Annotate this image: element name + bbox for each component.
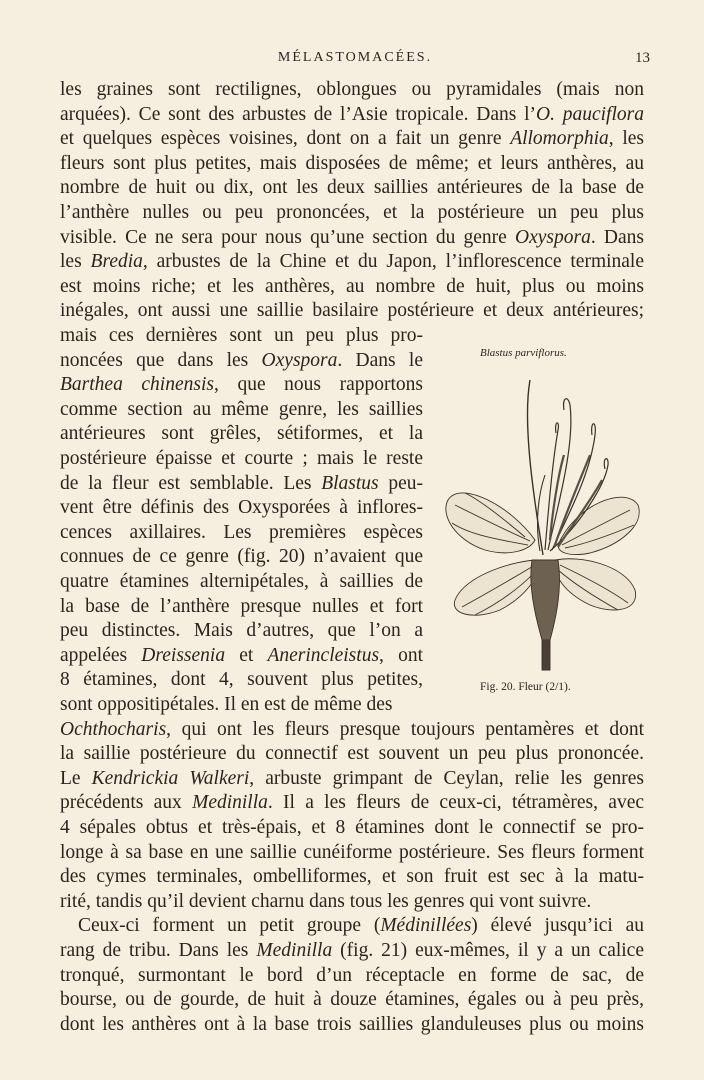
text-line — [60, 595, 423, 620]
text-run: antérieures sont grêles, sétiformes, et la — [60, 423, 423, 445]
text-run: connues de ce genre (fig. 20) n’avaient que — [60, 546, 423, 568]
text-line — [60, 398, 423, 423]
text-run: appelées — [60, 644, 142, 666]
text-run: rité, tandis qu’il devient charnu dans tous les genres qui vont suivre. — [60, 890, 592, 912]
text-run: . Il a les fleurs de ceux-ci, tétramères, avec — [267, 792, 644, 814]
page-number: 13 — [635, 50, 650, 66]
text-run: les graines sont rectilignes, oblongues ou pyramidales (mais non — [60, 79, 644, 100]
text-run: arquées). Ce sont des arbustes de l’Asie tropicale. Dans l’ — [60, 103, 537, 125]
text-line — [60, 176, 644, 201]
text-run: (fig. 21) eux-mêmes, il y a un calice — [332, 940, 644, 961]
text-run: visible. Ce ne sera pour nous qu’une section du genre — [60, 226, 516, 248]
text-run: , que nous rapportons — [213, 374, 423, 396]
text-run: , qui ont les fleurs presque toujours pentamères et dont — [166, 718, 644, 740]
text-run: ) élevé jusqu’ici au — [471, 915, 644, 937]
italic-run: Medinilla — [256, 940, 333, 961]
text-line — [60, 349, 423, 374]
text-line — [60, 201, 644, 226]
figure-title: Blastus parviflorus. — [480, 347, 567, 359]
text-run: l’anthère nulles ou peu prononcées, et la postérieure un peu plus — [60, 202, 644, 223]
text-run: bourse, ou de gourde, de huit à douze étamines, égales ou à peu près, — [60, 989, 644, 1011]
text-run: la saillie postérieure du connectif est souvent un peu plus prononcée. — [60, 743, 644, 765]
italic-run: Allomorphia — [510, 128, 609, 150]
text-run: . Dans le — [337, 349, 423, 371]
text-run: tronqué, surmontant le bord d’un réceptacle en forme de sac, de — [60, 964, 644, 986]
text-run: Ceux-ci forment un petit groupe ( — [78, 915, 381, 937]
text-run: , arbustes de la Chine et du Japon, l’inflorescence terminale — [142, 251, 644, 273]
text-run: précédents aux — [60, 792, 193, 814]
text-run: 4 sépales obtus et très-épais, et 8 étamines dont le connectif se pro- — [60, 817, 644, 838]
text-line — [60, 791, 644, 816]
text-run: quatre étamines alternipétales, à saillies de — [60, 571, 423, 592]
text-line — [60, 250, 644, 275]
italic-run: Oxyspora — [261, 349, 338, 371]
italic-run: Anerincleistus — [267, 644, 380, 666]
text-run: 8 étamines, dont 4, souvent plus petites, — [60, 669, 423, 691]
text-line — [60, 988, 644, 1013]
text-run: postérieure épaisse et courte ; mais le reste — [60, 448, 423, 469]
text-run: peu- — [378, 472, 423, 494]
text-line — [60, 373, 423, 398]
text-run: . Dans — [590, 226, 644, 248]
text-run: sont oppositipétales. Il en est de même des — [60, 694, 393, 715]
italic-run: Oxyspora — [515, 226, 591, 248]
text-run: la base de l’anthère presque nulles et fort — [60, 595, 423, 617]
text-run: fleurs sont plus petites, mais disposées de même; et leurs anthères, au — [60, 152, 644, 174]
text-run: de la fleur est semblable. Les — [60, 472, 322, 494]
running-head: MÉLASTOMACÉES. — [277, 50, 433, 65]
text-line — [60, 742, 644, 767]
text-line — [60, 299, 644, 324]
text-line — [78, 914, 644, 939]
text-line — [60, 521, 423, 546]
text-run: Le — [60, 767, 92, 789]
text-line — [60, 767, 644, 792]
page-header — [60, 50, 650, 72]
text-run: rang de tribu. Dans les — [60, 940, 257, 961]
italic-run: O. pauciflora — [536, 103, 644, 125]
text-line — [60, 275, 644, 300]
text-run: , ont — [379, 644, 423, 666]
text-line — [60, 447, 423, 472]
text-line — [60, 422, 423, 447]
text-line — [60, 324, 423, 349]
text-line — [60, 152, 644, 177]
text-line — [60, 816, 644, 841]
text-line — [60, 545, 423, 570]
text-line — [60, 1013, 644, 1038]
italic-run: Bredia — [90, 251, 143, 273]
text-line — [60, 570, 423, 595]
italic-run: Blastus — [321, 472, 379, 494]
text-line — [60, 693, 423, 718]
figure-caption: Fig. 20. Fleur (2/1). — [480, 681, 571, 693]
text-line — [60, 841, 644, 866]
italic-run: Barthea chinensis — [60, 374, 214, 396]
text-line — [60, 718, 644, 743]
flower-illustration — [440, 365, 650, 675]
text-run: noncées que dans les — [60, 349, 262, 371]
italic-run: Kendrickia Walkeri — [91, 767, 250, 789]
italic-run: Dreissenia — [141, 644, 226, 666]
text-run: est moins riche; et les anthères, au nombre de huit, plus ou moins — [60, 275, 644, 297]
text-line — [60, 619, 423, 644]
text-line — [60, 964, 644, 989]
text-run: les — [60, 251, 91, 273]
text-line — [60, 78, 644, 103]
text-line — [60, 890, 644, 915]
text-run: et quelques espèces voisines, dont on a fait un genre — [60, 128, 511, 150]
text-line — [60, 644, 423, 669]
text-line — [60, 496, 423, 521]
text-run: dont les anthères ont à la base trois saillies glanduleuses plus ou moins — [60, 1013, 644, 1035]
text-run: et — [225, 644, 268, 666]
text-line — [60, 472, 423, 497]
text-run: , les — [608, 128, 644, 150]
text-run: inégales, ont aussi une saillie basilaire postérieure et deux antérieures; — [60, 300, 644, 322]
text-run: cences axillaires. Les premières espèces — [60, 521, 423, 543]
italic-run: Ochthocharis — [60, 718, 167, 740]
text-line — [60, 103, 644, 128]
text-line — [60, 127, 644, 152]
text-run: nombre de huit ou dix, ont les deux saillies antérieures de la base de — [60, 177, 644, 199]
text-run: comme section au même genre, les saillies — [60, 398, 423, 420]
text-run: des cymes terminales, ombelliformes, et son fruit est sec à la matu- — [60, 866, 644, 888]
italic-run: Medinilla — [192, 792, 268, 814]
text-run: peu distinctes. Mais d’autres, que l’on a — [60, 620, 423, 642]
italic-run: Médinillées — [380, 915, 472, 937]
text-run: mais ces dernières sont un peu plus pro- — [60, 325, 423, 346]
text-run: longe à sa base en une saillie cunéiforme postérieure. Ses fleurs forment — [60, 841, 644, 863]
text-line — [60, 939, 644, 964]
text-run: , arbuste grimpant de Ceylan, relie les genres — [249, 767, 644, 789]
text-line — [60, 865, 644, 890]
text-line — [60, 226, 644, 251]
text-line — [60, 668, 423, 693]
text-run: vent être définis des Oxysporées à inflores- — [60, 497, 423, 519]
